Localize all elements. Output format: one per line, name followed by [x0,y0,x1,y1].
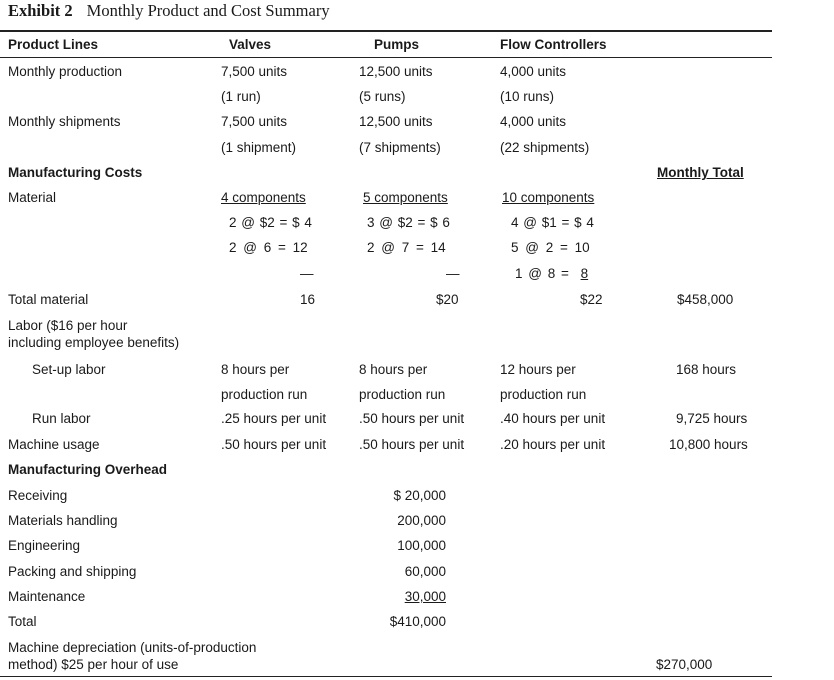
overhead-item-label: Maintenance [8,589,86,604]
shipments-pumps-count: (7 shipments) [359,140,441,155]
material-label: Material [8,190,57,205]
material-flow-components: 10 components [502,190,595,205]
header-product-lines: Product Lines [8,37,99,52]
overhead-item-value: 200,000 [397,513,446,528]
material-valves-components: 4 components [221,190,306,205]
overhead-total-label: Total [8,614,37,629]
exhibit-title [8,3,330,19]
material-valves-line-2: 2 @ 6 = 12 [229,240,308,255]
run-labor-total: 9,725 hours [676,411,748,426]
machine-usage-valves: .50 hours per unit [221,437,327,452]
setup-flow-1: 12 hours per [500,362,576,377]
material-flow-line-3 [515,266,588,282]
machine-usage-flow: .20 hours per unit [500,437,606,452]
overhead-maintenance-amount: 30,000 [404,589,446,604]
production-valves: 7,500 units [221,64,288,79]
material-pumps-line-1: 3 @ $2 = $ 6 [367,215,450,230]
setup-label: Set-up labor [32,362,106,377]
shipments-pumps: 12,500 units [359,114,433,129]
shipments-label: Monthly shipments [8,114,121,129]
production-label: Monthly production [8,64,123,79]
setup-pumps-1: 8 hours per [359,362,428,377]
overhead-total-value: $410,000 [389,614,446,629]
machine-usage-pumps: .50 hours per unit [359,437,465,452]
overhead-item-value: 60,000 [404,564,446,579]
header-rule [0,57,772,58]
exhibit-heading: Monthly Product and Cost Summary [86,1,330,20]
setup-total: 168 hours [676,362,737,377]
header-pumps: Pumps [374,37,420,52]
total-material-total: $458,000 [677,292,734,307]
production-pumps-runs: (5 runs) [359,89,406,104]
material-valves-line-1: 2 @ $2 = $ 4 [229,215,312,230]
machine-usage-label: Machine usage [8,437,100,452]
machine-usage-total: 10,800 hours [669,437,748,452]
exhibit-label: Exhibit 2 [8,1,73,20]
overhead-item-label: Packing and shipping [8,564,137,579]
material-flow-line-3-amount: 8 [580,266,589,281]
run-labor-label: Run labor [32,411,91,426]
bottom-rule [0,676,772,677]
setup-valves-2: production run [221,387,308,402]
shipments-valves-count: (1 shipment) [221,140,297,155]
overhead-item-value: $ 20,000 [393,488,446,503]
shipments-valves: 7,500 units [221,114,288,129]
shipments-flow: 4,000 units [500,114,567,129]
overhead-item-value: 100,000 [397,538,446,553]
overhead-heading: Manufacturing Overhead [8,462,168,477]
depreciation-label-1: Machine depreciation (units-of-production [8,640,257,655]
total-material-flow: $22 [580,292,603,307]
production-flow-runs: (10 runs) [500,89,555,104]
overhead-item-label: Engineering [8,538,81,553]
material-valves-dash: — [300,266,314,281]
run-labor-pumps: .50 hours per unit [359,411,465,426]
run-labor-flow: .40 hours per unit [500,411,606,426]
production-flow: 4,000 units [500,64,567,79]
setup-flow-2: production run [500,387,587,402]
labor-label-1: Labor ($16 per hour [8,318,128,333]
production-valves-runs: (1 run) [221,89,261,104]
setup-pumps-2: production run [359,387,446,402]
labor-label-2: including employee benefits) [8,335,180,350]
total-material-pumps: $20 [436,292,459,307]
material-pumps-components: 5 components [363,190,448,205]
total-material-valves: 16 [300,292,316,307]
production-pumps: 12,500 units [359,64,433,79]
material-pumps-line-2: 2 @ 7 = 14 [367,240,446,255]
total-material-label: Total material [8,292,89,307]
material-flow-line-2: 5 @ 2 = 10 [511,240,590,255]
depreciation-total: $270,000 [656,657,713,672]
top-rule [0,30,772,32]
material-flow-line-3-calc: 1 @ 8 = [515,266,575,281]
material-pumps-dash: — [446,266,460,281]
header-valves: Valves [229,37,272,52]
run-labor-valves: .25 hours per unit [221,411,327,426]
depreciation-label-2: method) $25 per hour of use [8,657,179,672]
setup-valves-1: 8 hours per [221,362,290,377]
mfg-costs-heading: Manufacturing Costs [8,165,143,180]
overhead-item-label: Materials handling [8,513,118,528]
header-monthly-total: Monthly Total [657,165,744,180]
header-flow-controllers: Flow Controllers [500,37,607,52]
shipments-flow-count: (22 shipments) [500,140,590,155]
overhead-item-label: Receiving [8,488,68,503]
overhead-item-value [360,589,446,605]
material-flow-line-1: 4 @ $1 = $ 4 [511,215,594,230]
